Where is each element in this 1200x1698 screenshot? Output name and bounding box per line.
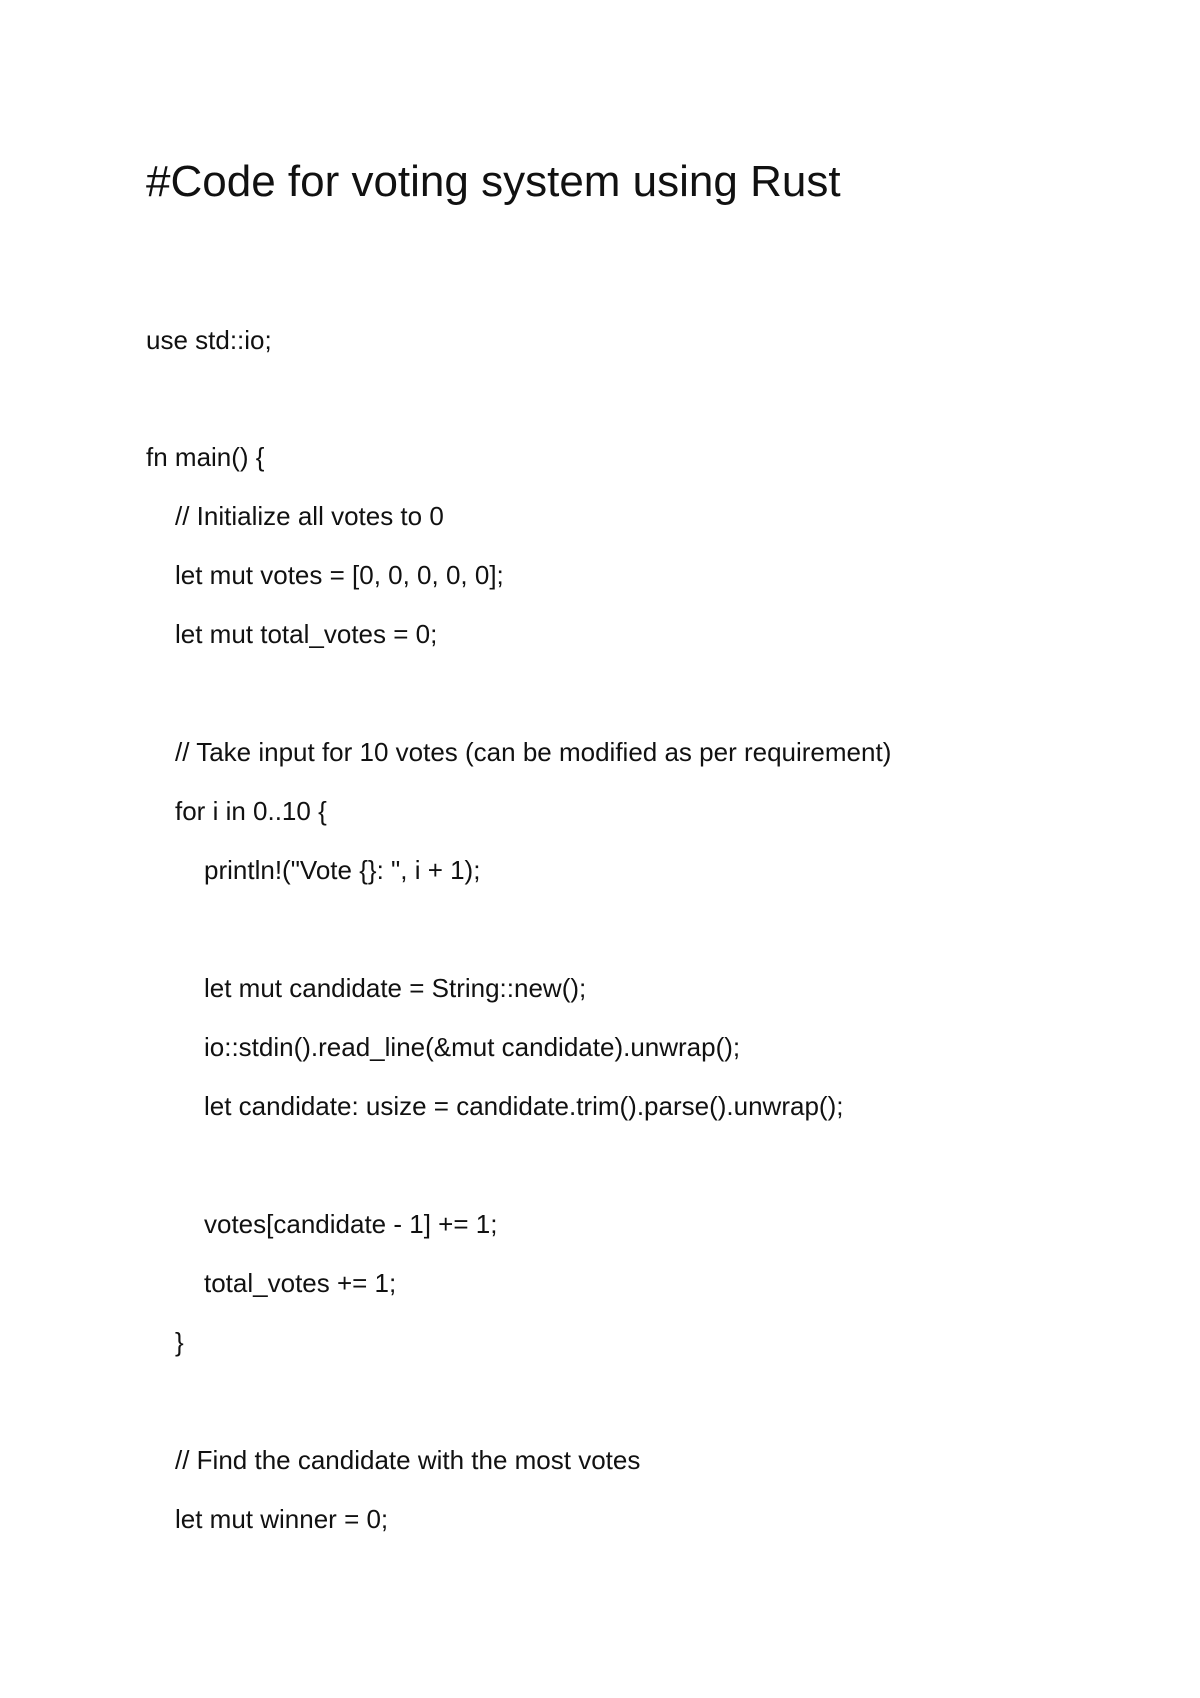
code-line-comment-take-input: // Take input for 10 votes (can be modified as per requirement) bbox=[175, 737, 892, 767]
code-line-fn-main: fn main() { bbox=[146, 442, 265, 472]
code-line-parse-candidate: let candidate: usize = candidate.trim().parse().unwrap(); bbox=[204, 1091, 844, 1121]
code-line-use-std-io: use std::io; bbox=[146, 325, 272, 355]
code-line-for-loop: for i in 0..10 { bbox=[175, 796, 327, 826]
code-line-increment-votes: votes[candidate - 1] += 1; bbox=[204, 1209, 498, 1239]
code-line-comment-initialize: // Initialize all votes to 0 bbox=[175, 501, 444, 531]
code-line-println: println!("Vote {}: ", i + 1); bbox=[204, 855, 481, 885]
document-title: #Code for voting system using Rust bbox=[146, 157, 841, 206]
code-line-close-brace: } bbox=[175, 1327, 184, 1357]
code-line-candidate-string: let mut candidate = String::new(); bbox=[204, 973, 587, 1003]
code-line-increment-total: total_votes += 1; bbox=[204, 1268, 397, 1298]
code-line-votes-array: let mut votes = [0, 0, 0, 0, 0]; bbox=[175, 560, 504, 590]
code-line-total-votes: let mut total_votes = 0; bbox=[175, 619, 438, 649]
code-line-comment-find-winner: // Find the candidate with the most votes bbox=[175, 1445, 641, 1475]
code-line-read-line: io::stdin().read_line(&mut candidate).unwrap(); bbox=[204, 1032, 741, 1062]
code-line-winner: let mut winner = 0; bbox=[175, 1504, 389, 1534]
